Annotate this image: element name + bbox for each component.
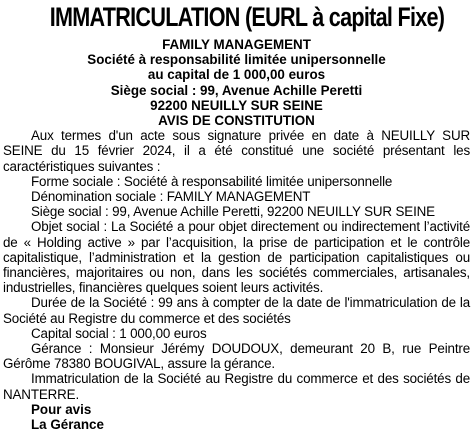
legal-notice xyxy=(0,2,473,432)
notice-body xyxy=(3,128,470,402)
company-city: 92200 NEUILLY SUR SEINE xyxy=(150,97,323,113)
signature-block xyxy=(3,402,470,432)
company-seat: Siège social : 99, Avenue Achille Peretti xyxy=(110,82,363,98)
paragraph-duree: Durée de la Société : 99 ans à compter de la date de l'immatriculation de la Société au Registre du commerce et des sociétés xyxy=(3,295,470,326)
paragraph-siege: Siège social : 99, Avenue Achille Peretti, 92200 NEUILLY SUR SEINE xyxy=(31,204,435,220)
signature-line-1: Pour avis xyxy=(31,401,92,417)
notice-title: IMMATRICULATION (EURL à capital Fixe) xyxy=(49,2,445,32)
company-form: Société à responsabilité limitée unipersonnelle xyxy=(87,52,386,68)
notice-header xyxy=(3,37,470,128)
paragraph-capital: Capital social : 1 000,00 euros xyxy=(31,325,207,341)
paragraph-forme: Forme sociale : Société à responsabilité limitée unipersonnelle xyxy=(31,173,393,189)
company-name: FAMILY MANAGEMENT xyxy=(162,37,311,52)
notice-type: AVIS DE CONSTITUTION xyxy=(158,113,315,129)
paragraph-objet: Objet social : La Société a pour objet directement ou indirectement l’activité de « Holding active » par l’acquisition, la prise de participation et le contrôle capitalistique, l’administration et la gestion de participation capitalistiques ou financières, majoritaires ou non, dans les sociétés commerciales, artisanales, industrielles, financières quelques soient leurs activités. xyxy=(3,219,470,296)
paragraph-gerance: Gérance : Monsieur Jérémy DOUDOUX, demeurant 20 B, rue Peintre Gérôme 78380 BOUGIVAL, assure la gérance. xyxy=(3,341,470,372)
company-capital: au capital de 1 000,00 euros xyxy=(147,67,326,83)
paragraph-immatriculation: Immatriculation de la Société au Registre du commerce et des sociétés de NANTERRE. xyxy=(3,371,470,402)
paragraph-denomination: Dénomination sociale : FAMILY MANAGEMENT xyxy=(31,189,311,205)
signature-line-2: La Gérance xyxy=(31,417,104,432)
paragraph-intro: Aux termes d'un acte sous signature privée en date à NEUILLY SUR SEINE du 15 février 2024, il a été constitué une société présentant les caractéristiques suivantes : xyxy=(3,128,470,174)
